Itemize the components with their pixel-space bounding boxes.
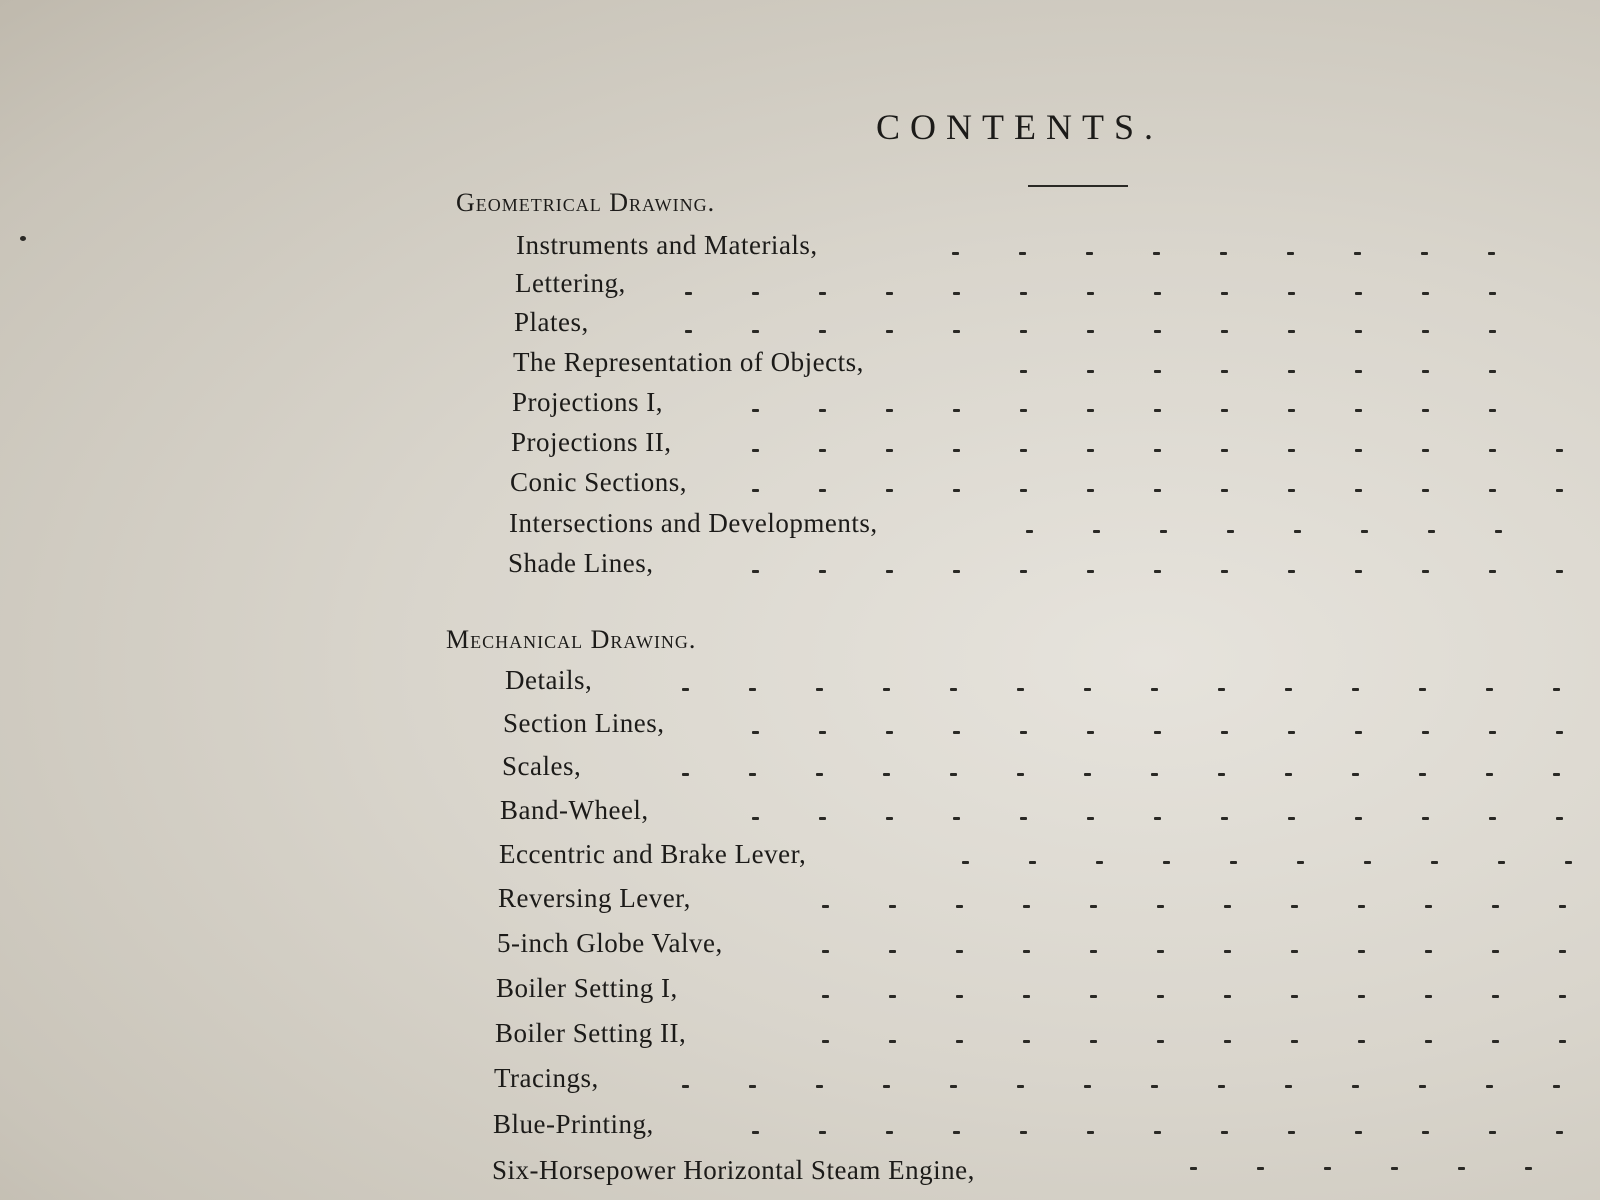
leader-dash	[1090, 905, 1097, 908]
toc-entry: Lettering,	[515, 268, 626, 298]
paper-speck	[20, 236, 26, 241]
leader-dash	[883, 773, 890, 776]
leader-dash	[1087, 409, 1094, 412]
leader-dash	[1157, 905, 1164, 908]
toc-entry: Section Lines,	[503, 708, 665, 738]
leader-dash	[752, 817, 759, 820]
leader-dash	[1391, 1167, 1398, 1170]
leader-dash	[1425, 950, 1432, 953]
leader-dash	[1553, 688, 1560, 691]
leader-dash	[685, 292, 692, 295]
leader-dash	[1291, 1040, 1298, 1043]
dot-leaders	[752, 449, 1564, 453]
leader-dash	[1556, 1131, 1563, 1134]
leader-dash	[1422, 409, 1429, 412]
leader-dash	[1087, 370, 1094, 373]
leader-dash	[1288, 1131, 1295, 1134]
leader-dash	[816, 688, 823, 691]
leader-dash	[1291, 950, 1298, 953]
leader-dash	[886, 570, 893, 573]
leader-dash	[953, 817, 960, 820]
leader-dash	[1020, 817, 1027, 820]
leader-dash	[956, 1040, 963, 1043]
leader-dash	[1288, 370, 1295, 373]
leader-dash	[819, 570, 826, 573]
leader-dash	[1358, 995, 1365, 998]
leader-dash	[1154, 817, 1161, 820]
leader-dash	[1489, 449, 1496, 452]
leader-dash	[1157, 950, 1164, 953]
leader-dash	[1218, 1085, 1225, 1088]
leader-dash	[1224, 1040, 1231, 1043]
leader-dash	[1358, 1040, 1365, 1043]
leader-dash	[1020, 449, 1027, 452]
leader-dash	[950, 1085, 957, 1088]
leader-dash	[1017, 773, 1024, 776]
leader-dash	[1354, 252, 1361, 255]
leader-dash	[1087, 817, 1094, 820]
leader-dash	[1087, 1131, 1094, 1134]
toc-entry: Shade Lines,	[508, 548, 654, 578]
leader-dash	[1355, 1131, 1362, 1134]
leader-dash	[1486, 773, 1493, 776]
leader-dash	[1525, 1167, 1532, 1170]
leader-dash	[886, 1131, 893, 1134]
leader-dash	[819, 449, 826, 452]
leader-dash	[950, 773, 957, 776]
leader-dash	[819, 489, 826, 492]
leader-dash	[1559, 1040, 1566, 1043]
leader-dash	[1291, 995, 1298, 998]
leader-dash	[1355, 292, 1362, 295]
leader-dash	[886, 731, 893, 734]
dot-leaders	[822, 905, 1592, 909]
leader-dash	[1486, 688, 1493, 691]
leader-dash	[1087, 570, 1094, 573]
leader-dash	[1287, 252, 1294, 255]
leader-dash	[1425, 995, 1432, 998]
leader-dash	[1023, 950, 1030, 953]
leader-dash	[1218, 773, 1225, 776]
leader-dash	[1419, 688, 1426, 691]
leader-dash	[1090, 995, 1097, 998]
leader-dash	[886, 489, 893, 492]
dot-leaders	[685, 292, 1555, 296]
leader-dash	[1020, 489, 1027, 492]
leader-dash	[1157, 995, 1164, 998]
leader-dash	[1221, 449, 1228, 452]
leader-dash	[1458, 1167, 1465, 1170]
leader-dash	[1422, 817, 1429, 820]
dot-leaders	[752, 570, 1570, 574]
leader-dash	[749, 1085, 756, 1088]
leader-dash	[1352, 1085, 1359, 1088]
leader-dash	[1190, 1167, 1197, 1170]
leader-dash	[1084, 688, 1091, 691]
leader-dash	[822, 1040, 829, 1043]
dot-leaders	[752, 489, 1566, 493]
leader-dash	[1489, 570, 1496, 573]
leader-dash	[1163, 861, 1170, 864]
leader-dash	[1431, 861, 1438, 864]
leader-dash	[1096, 861, 1103, 864]
dot-leaders	[1026, 530, 1568, 534]
leader-dash	[1355, 570, 1362, 573]
leader-dash	[1151, 1085, 1158, 1088]
leader-dash	[1419, 773, 1426, 776]
leader-dash	[1422, 370, 1429, 373]
leader-dash	[1221, 292, 1228, 295]
leader-dash	[1422, 570, 1429, 573]
leader-dash	[953, 731, 960, 734]
leader-dash	[1492, 950, 1499, 953]
leader-dash	[1154, 489, 1161, 492]
leader-dash	[883, 688, 890, 691]
leader-dash	[752, 1131, 759, 1134]
leader-dash	[1221, 1131, 1228, 1134]
leader-dash	[953, 292, 960, 295]
leader-dash	[953, 489, 960, 492]
leader-dash	[816, 1085, 823, 1088]
leader-dash	[1324, 1167, 1331, 1170]
leader-dash	[1224, 905, 1231, 908]
leader-dash	[1489, 370, 1496, 373]
leader-dash	[1221, 731, 1228, 734]
leader-dash	[1358, 950, 1365, 953]
leader-dash	[752, 570, 759, 573]
leader-dash	[1556, 449, 1563, 452]
leader-dash	[749, 688, 756, 691]
leader-dash	[1020, 570, 1027, 573]
leader-dash	[889, 995, 896, 998]
toc-entry: Boiler Setting II,	[495, 1018, 687, 1048]
toc-entry: Projections I,	[512, 387, 663, 417]
leader-dash	[953, 1131, 960, 1134]
dot-leaders	[752, 409, 1562, 413]
leader-dash	[1151, 773, 1158, 776]
leader-dash	[1224, 995, 1231, 998]
leader-dash	[1553, 773, 1560, 776]
leader-dash	[1288, 817, 1295, 820]
leader-dash	[819, 409, 826, 412]
leader-dash	[816, 773, 823, 776]
leader-dash	[956, 950, 963, 953]
leader-dash	[1224, 950, 1231, 953]
page-title: CONTENTS.	[876, 107, 1163, 147]
dot-leaders	[1190, 1167, 1592, 1171]
leader-dash	[1160, 530, 1167, 533]
leader-dash	[1489, 817, 1496, 820]
toc-entry: Details,	[505, 665, 593, 695]
leader-dash	[1559, 905, 1566, 908]
leader-dash	[1020, 330, 1027, 333]
leader-dash	[1154, 449, 1161, 452]
dot-leaders	[682, 773, 1592, 777]
dot-leaders	[682, 1085, 1592, 1089]
leader-dash	[1352, 773, 1359, 776]
leader-dash	[752, 449, 759, 452]
leader-dash	[1087, 330, 1094, 333]
toc-entry: Plates,	[514, 307, 589, 337]
leader-dash	[1288, 489, 1295, 492]
leader-dash	[822, 995, 829, 998]
leader-dash	[1422, 330, 1429, 333]
leader-dash	[682, 1085, 689, 1088]
leader-dash	[1218, 688, 1225, 691]
leader-dash	[1090, 950, 1097, 953]
leader-dash	[1288, 292, 1295, 295]
leader-dash	[1297, 861, 1304, 864]
toc-entry: Six-Horsepower Horizontal Steam Engine,	[492, 1155, 975, 1185]
toc-entry: Boiler Setting I,	[496, 973, 678, 1003]
leader-dash	[953, 570, 960, 573]
leader-dash	[956, 905, 963, 908]
leader-dash	[819, 292, 826, 295]
dot-leaders	[822, 995, 1592, 999]
leader-dash	[1154, 409, 1161, 412]
leader-dash	[1419, 1085, 1426, 1088]
leader-dash	[1023, 1040, 1030, 1043]
leader-dash	[1489, 1131, 1496, 1134]
leader-dash	[1288, 731, 1295, 734]
leader-dash	[1288, 409, 1295, 412]
leader-dash	[1154, 570, 1161, 573]
dot-leaders	[1020, 370, 1560, 374]
leader-dash	[1428, 530, 1435, 533]
leader-dash	[1294, 530, 1301, 533]
leader-dash	[682, 773, 689, 776]
leader-dash	[752, 330, 759, 333]
toc-entry: Instruments and Materials,	[516, 230, 818, 260]
leader-dash	[950, 688, 957, 691]
leader-dash	[1358, 905, 1365, 908]
leader-dash	[1087, 731, 1094, 734]
leader-dash	[1154, 1131, 1161, 1134]
toc-entry: Tracings,	[494, 1063, 599, 1093]
leader-dash	[1352, 688, 1359, 691]
leader-dash	[1556, 731, 1563, 734]
leader-dash	[1029, 861, 1036, 864]
leader-dash	[1421, 252, 1428, 255]
leader-dash	[1257, 1167, 1264, 1170]
leader-dash	[953, 409, 960, 412]
leader-dash	[886, 409, 893, 412]
leader-dash	[1087, 292, 1094, 295]
leader-dash	[1489, 330, 1496, 333]
toc-entry: Scales,	[502, 751, 582, 781]
leader-dash	[1084, 1085, 1091, 1088]
leader-dash	[1486, 1085, 1493, 1088]
leader-dash	[1285, 688, 1292, 691]
leader-dash	[886, 817, 893, 820]
leader-dash	[1355, 449, 1362, 452]
leader-dash	[1355, 817, 1362, 820]
leader-dash	[1422, 449, 1429, 452]
toc-entry: Conic Sections,	[510, 467, 687, 497]
leader-dash	[953, 449, 960, 452]
leader-dash	[1489, 731, 1496, 734]
leader-dash	[1020, 1131, 1027, 1134]
leader-dash	[1355, 409, 1362, 412]
leader-dash	[819, 330, 826, 333]
leader-dash	[1221, 570, 1228, 573]
leader-dash	[886, 330, 893, 333]
leader-dash	[1221, 817, 1228, 820]
dot-leaders	[682, 688, 1588, 692]
leader-dash	[1553, 1085, 1560, 1088]
toc-entry: Projections II,	[511, 427, 672, 457]
leader-dash	[752, 731, 759, 734]
leader-dash	[1355, 731, 1362, 734]
leader-dash	[1020, 409, 1027, 412]
toc-entry: The Representation of Objects,	[513, 347, 864, 377]
leader-dash	[1291, 905, 1298, 908]
leader-dash	[952, 252, 959, 255]
leader-dash	[1492, 905, 1499, 908]
title-rule	[1028, 185, 1128, 187]
leader-dash	[1492, 1040, 1499, 1043]
leader-dash	[1285, 1085, 1292, 1088]
leader-dash	[1023, 905, 1030, 908]
dot-leaders	[962, 861, 1592, 865]
leader-dash	[1227, 530, 1234, 533]
leader-dash	[1230, 861, 1237, 864]
leader-dash	[1093, 530, 1100, 533]
toc-entry: Intersections and Developments,	[509, 508, 878, 538]
leader-dash	[749, 773, 756, 776]
leader-dash	[819, 1131, 826, 1134]
leader-dash	[1559, 950, 1566, 953]
leader-dash	[685, 330, 692, 333]
leader-dash	[883, 1085, 890, 1088]
leader-dash	[1017, 1085, 1024, 1088]
leader-dash	[1288, 570, 1295, 573]
leader-dash	[752, 409, 759, 412]
leader-dash	[1221, 330, 1228, 333]
leader-dash	[1556, 817, 1563, 820]
leader-dash	[886, 449, 893, 452]
leader-dash	[1026, 530, 1033, 533]
leader-dash	[1565, 861, 1572, 864]
leader-dash	[886, 292, 893, 295]
section-heading-mechanical-drawing: Mechanical Drawing.	[446, 625, 697, 654]
toc-entry: 5-inch Globe Valve,	[497, 928, 723, 958]
leader-dash	[1422, 292, 1429, 295]
leader-dash	[682, 688, 689, 691]
dot-leaders	[752, 731, 1590, 735]
leader-dash	[1220, 252, 1227, 255]
leader-dash	[1422, 1131, 1429, 1134]
toc-entry: Reversing Lever,	[498, 883, 691, 913]
leader-dash	[1489, 292, 1496, 295]
toc-entry: Eccentric and Brake Lever,	[499, 839, 807, 869]
leader-dash	[1364, 861, 1371, 864]
leader-dash	[1221, 409, 1228, 412]
leader-dash	[1492, 995, 1499, 998]
leader-dash	[1221, 370, 1228, 373]
leader-dash	[1153, 252, 1160, 255]
leader-dash	[1355, 330, 1362, 333]
leader-dash	[1019, 252, 1026, 255]
leader-dash	[752, 292, 759, 295]
dot-leaders	[752, 1131, 1592, 1135]
leader-dash	[1489, 489, 1496, 492]
leader-dash	[1023, 995, 1030, 998]
leader-dash	[1556, 489, 1563, 492]
leader-dash	[953, 330, 960, 333]
leader-dash	[1559, 995, 1566, 998]
leader-dash	[1020, 292, 1027, 295]
leader-dash	[1084, 773, 1091, 776]
leader-dash	[1020, 731, 1027, 734]
toc-entry: Blue-Printing,	[493, 1109, 654, 1139]
leader-dash	[1556, 570, 1563, 573]
leader-dash	[1288, 449, 1295, 452]
leader-dash	[956, 995, 963, 998]
leader-dash	[819, 817, 826, 820]
dot-leaders	[685, 330, 1557, 334]
leader-dash	[822, 905, 829, 908]
leader-dash	[1020, 370, 1027, 373]
leader-dash	[822, 950, 829, 953]
leader-dash	[1288, 330, 1295, 333]
leader-dash	[1154, 370, 1161, 373]
dot-leaders	[952, 252, 1552, 256]
leader-dash	[1498, 861, 1505, 864]
dot-leaders	[822, 1040, 1592, 1044]
leader-dash	[1495, 530, 1502, 533]
leader-dash	[819, 731, 826, 734]
leader-dash	[1355, 370, 1362, 373]
leader-dash	[1154, 731, 1161, 734]
dot-leaders	[822, 950, 1592, 954]
section-heading-geometrical-drawing: Geometrical Drawing.	[456, 188, 716, 217]
leader-dash	[1489, 409, 1496, 412]
leader-dash	[889, 1040, 896, 1043]
leader-dash	[1086, 252, 1093, 255]
leader-dash	[1221, 489, 1228, 492]
leader-dash	[1087, 489, 1094, 492]
leader-dash	[889, 950, 896, 953]
leader-dash	[1090, 1040, 1097, 1043]
leader-dash	[1425, 1040, 1432, 1043]
leader-dash	[1422, 731, 1429, 734]
leader-dash	[1087, 449, 1094, 452]
toc-entry: Band-Wheel,	[500, 795, 649, 825]
leader-dash	[1154, 292, 1161, 295]
dot-leaders	[752, 817, 1592, 821]
leader-dash	[752, 489, 759, 492]
leader-dash	[1355, 489, 1362, 492]
leader-dash	[1425, 905, 1432, 908]
leader-dash	[1285, 773, 1292, 776]
leader-dash	[1361, 530, 1368, 533]
leader-dash	[889, 905, 896, 908]
leader-dash	[1017, 688, 1024, 691]
leader-dash	[1157, 1040, 1164, 1043]
leader-dash	[1488, 252, 1495, 255]
leader-dash	[1422, 489, 1429, 492]
leader-dash	[1151, 688, 1158, 691]
leader-dash	[962, 861, 969, 864]
leader-dash	[1154, 330, 1161, 333]
